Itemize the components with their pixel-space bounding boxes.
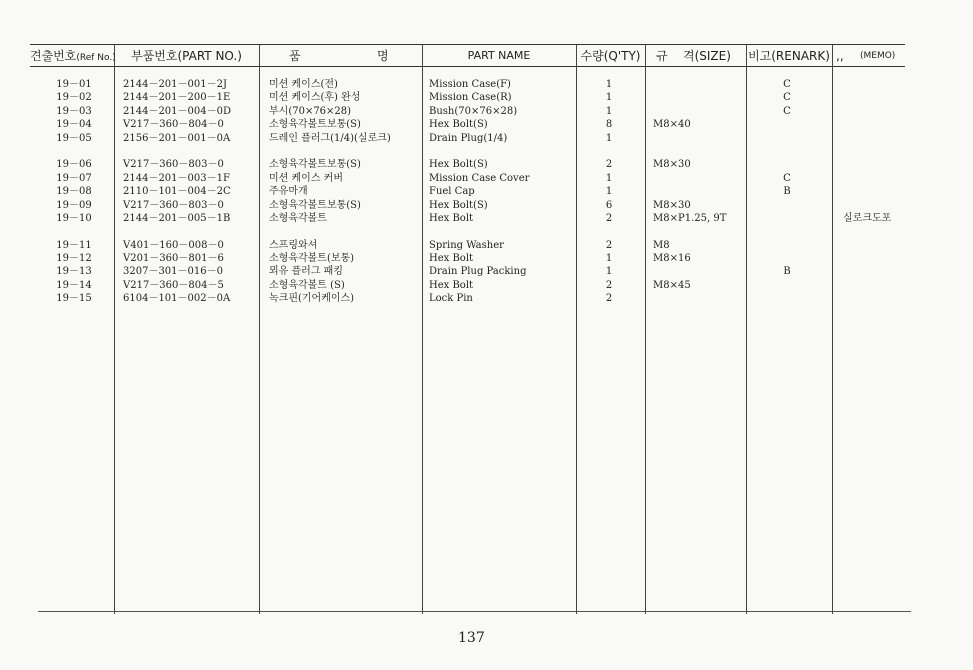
qty-cell: 1 — [605, 105, 613, 117]
header-ref-no — [30, 47, 114, 65]
part-name-cell: Fuel Cap — [429, 186, 475, 198]
part-no-cell: V401－160－008－0 — [123, 239, 224, 251]
remark-cell — [776, 199, 798, 212]
size-cell — [653, 132, 726, 145]
size-cell — [653, 265, 726, 278]
header-memo-mark: ,, — [836, 49, 844, 63]
col-divider-4 — [576, 44, 577, 614]
qty-cell: 6 — [605, 199, 613, 211]
part-name-cell: Hex Bolt — [429, 279, 474, 291]
remark-cell — [776, 212, 798, 225]
remark-cell: C — [783, 92, 791, 104]
ref-no-cell: 19－09 — [56, 199, 92, 211]
ref-no-cell: 19－05 — [56, 132, 92, 144]
size-cell: M8×45 — [653, 279, 691, 291]
name-ko-cell: 드레인 플러그(1/4)(실로크) — [269, 132, 391, 144]
header-memo-label: (MEMO) — [860, 51, 896, 61]
col-memo — [843, 78, 891, 306]
row-gap — [44, 145, 104, 158]
part-no-cell: 2144－201－004－0D — [123, 105, 232, 117]
memo-cell — [843, 105, 891, 118]
remark-cell — [776, 118, 798, 131]
part-name-cell: Drain Plug Packing — [429, 266, 527, 278]
memo-cell — [843, 118, 891, 131]
ref-no-cell: 19－12 — [56, 253, 92, 265]
name-ko-cell: 부시(70×76×28) — [269, 105, 352, 117]
part-no-cell: V217－360－803－0 — [123, 159, 224, 171]
part-name-cell: Drain Plug(1/4) — [429, 132, 508, 144]
row-gap — [596, 225, 622, 238]
row-gap — [429, 145, 529, 158]
row-gap — [123, 225, 231, 238]
name-ko-cell: 미션 케이스(후) 완성 — [269, 92, 361, 104]
part-no-cell: V217－360－803－0 — [123, 199, 224, 211]
part-name-cell: Mission Case(F) — [429, 79, 511, 90]
size-cell — [653, 292, 726, 305]
row-gap — [123, 145, 231, 158]
header-ref-no-ko: 견출번호 — [30, 49, 77, 63]
header-qty: 수량(Q'TY) — [580, 49, 641, 63]
header-size-2: 격(SIZE) — [683, 49, 731, 63]
name-ko-cell: 주유마개 — [269, 186, 308, 198]
col-divider-1 — [114, 44, 115, 614]
bottom-rule — [38, 611, 911, 612]
size-cell: M8×16 — [653, 253, 691, 265]
part-no-cell: V217－360－804－0 — [123, 119, 224, 131]
row-gap — [269, 145, 391, 158]
memo-cell: 실로크도포 — [843, 212, 892, 224]
name-ko-cell: 소형육각볼트 (S) — [269, 279, 345, 291]
memo-cell — [843, 279, 891, 292]
size-cell — [653, 172, 726, 185]
memo-cell — [843, 239, 891, 252]
ref-no-cell: 19－08 — [56, 186, 92, 198]
ref-no-cell: 19－11 — [56, 239, 92, 251]
part-name-cell: Mission Case Cover — [429, 172, 530, 184]
header-memo — [832, 47, 905, 65]
part-no-cell: 2110－101－004－2C — [123, 186, 231, 198]
row-gap — [44, 225, 104, 238]
part-name-cell: Hex Bolt(S) — [429, 119, 488, 131]
header-part-name: PART NAME — [467, 49, 531, 62]
qty-cell: 1 — [605, 92, 613, 104]
remark-cell: B — [783, 266, 791, 278]
remark-cell: B — [783, 186, 791, 198]
part-name-cell: Mission Case(R) — [429, 92, 512, 104]
part-name-cell: Hex Bolt — [429, 253, 474, 265]
header-name-ko-1: 품 — [289, 49, 301, 63]
name-ko-cell: 소형육각볼트 — [269, 212, 327, 224]
size-cell — [653, 105, 726, 118]
size-cell: M8×30 — [653, 199, 691, 211]
memo-cell — [843, 199, 891, 212]
header-ref-no-en: (Ref No.) — [76, 53, 116, 63]
qty-cell: 1 — [605, 172, 613, 184]
col-part-no — [123, 78, 231, 306]
part-no-cell: 6104－101－002－0A — [123, 293, 231, 305]
name-ko-cell: 녹크핀(기어케이스) — [269, 293, 355, 305]
qty-cell: 1 — [605, 79, 613, 90]
memo-cell — [843, 132, 891, 145]
memo-cell — [843, 158, 891, 171]
memo-cell — [843, 292, 891, 305]
part-no-cell: V201－360－801－6 — [123, 253, 224, 265]
size-cell: M8 — [653, 239, 670, 251]
row-gap — [653, 225, 726, 238]
row-gap — [843, 225, 891, 238]
name-ko-cell: 스프링와셔 — [269, 239, 318, 251]
size-cell: M8×P1.25, 9T — [653, 212, 727, 224]
ref-no-cell: 19－13 — [56, 266, 92, 278]
remark-cell: C — [783, 79, 791, 90]
header-part-no: 부품번호(PART NO.) — [131, 49, 242, 63]
remark-cell — [776, 252, 798, 265]
header-size-1: 규 — [656, 49, 668, 63]
size-cell: M8×40 — [653, 119, 691, 131]
ref-no-cell: 19－07 — [56, 172, 92, 184]
header-rule — [30, 66, 905, 67]
part-no-cell: 3207－301－016－0 — [123, 266, 223, 278]
remark-cell — [776, 292, 798, 305]
ref-no-cell: 19－02 — [56, 92, 92, 104]
memo-cell — [843, 172, 891, 185]
remark-cell — [776, 132, 798, 145]
col-divider-5 — [645, 44, 646, 614]
col-qty — [596, 78, 622, 306]
ref-no-cell: 19－10 — [56, 212, 92, 224]
part-name-cell: Spring Washer — [429, 239, 504, 251]
row-gap — [776, 225, 798, 238]
name-ko-cell: 소형육각볼트보통(S) — [269, 159, 361, 171]
size-cell — [653, 78, 726, 91]
part-name-cell: Bush(70×76×28) — [429, 105, 518, 117]
qty-cell: 1 — [605, 132, 613, 144]
ref-no-cell: 19－04 — [56, 119, 92, 131]
ref-no-cell: 19－01 — [56, 79, 92, 90]
qty-cell: 1 — [605, 266, 613, 278]
col-size — [653, 78, 726, 306]
part-no-cell: 2144－201－003－1F — [123, 172, 230, 184]
qty-cell: 1 — [605, 186, 613, 198]
row-gap — [843, 145, 891, 158]
col-divider-7 — [832, 44, 833, 614]
ref-no-cell: 19－15 — [56, 293, 92, 305]
remark-cell — [776, 279, 798, 292]
qty-cell: 8 — [605, 119, 613, 131]
header-name-ko — [259, 47, 422, 65]
part-name-cell: Hex Bolt(S) — [429, 199, 488, 211]
name-ko-cell: 미션 케이스(전) — [269, 79, 338, 90]
qty-cell: 2 — [605, 212, 613, 224]
qty-cell: 2 — [605, 239, 613, 251]
row-gap — [596, 145, 622, 158]
name-ko-cell: 소형육각볼트(보통) — [269, 253, 355, 265]
remark-cell — [776, 239, 798, 252]
top-rule — [30, 44, 905, 45]
name-ko-cell: 미션 케이스 커버 — [269, 172, 343, 184]
size-cell — [653, 185, 726, 198]
part-no-cell: V217－360－804－5 — [123, 279, 224, 291]
remark-cell — [776, 158, 798, 171]
row-gap — [776, 145, 798, 158]
ref-no-cell: 19－14 — [56, 279, 92, 291]
col-ref-no — [44, 78, 104, 306]
part-no-cell: 2156－201－001－0A — [123, 132, 231, 144]
header-remark: 비고(RENARK) — [748, 49, 830, 63]
col-name-ko — [269, 78, 391, 306]
qty-cell: 2 — [605, 159, 613, 171]
ref-no-cell: 19－03 — [56, 105, 92, 117]
memo-cell — [843, 78, 891, 91]
col-divider-6 — [746, 44, 747, 614]
header-size — [645, 47, 746, 65]
qty-cell: 2 — [605, 279, 613, 291]
col-divider-2 — [259, 44, 260, 614]
part-no-cell: 2144－201－001－2J — [123, 79, 227, 90]
name-ko-cell: 소형육각볼트보통(S) — [269, 199, 361, 211]
part-no-cell: 2144－201－200－1E — [123, 92, 231, 104]
row-gap — [653, 145, 726, 158]
memo-cell — [843, 185, 891, 198]
part-name-cell: Hex Bolt(S) — [429, 159, 488, 171]
part-no-cell: 2144－201－005－1B — [123, 212, 231, 224]
size-cell: M8×30 — [653, 159, 691, 171]
header-name-ko-2: 명 — [377, 49, 389, 63]
part-name-cell: Hex Bolt — [429, 212, 474, 224]
page-number: 137 — [458, 630, 485, 646]
memo-cell — [843, 265, 891, 278]
qty-cell: 2 — [605, 293, 613, 305]
ref-no-cell: 19－06 — [56, 159, 92, 171]
col-part-name — [429, 78, 529, 306]
row-gap — [429, 225, 529, 238]
memo-cell — [843, 91, 891, 104]
col-remark — [776, 78, 798, 306]
remark-cell: C — [783, 172, 791, 184]
remark-cell: C — [783, 105, 791, 117]
row-gap — [269, 225, 391, 238]
col-divider-3 — [422, 44, 423, 614]
name-ko-cell: 소형육각볼트보통(S) — [269, 119, 361, 131]
memo-cell — [843, 252, 891, 265]
qty-cell: 1 — [605, 253, 613, 265]
part-name-cell: Lock Pin — [429, 293, 473, 305]
name-ko-cell: 뫼유 플러그 패킹 — [269, 266, 343, 278]
size-cell — [653, 91, 726, 104]
